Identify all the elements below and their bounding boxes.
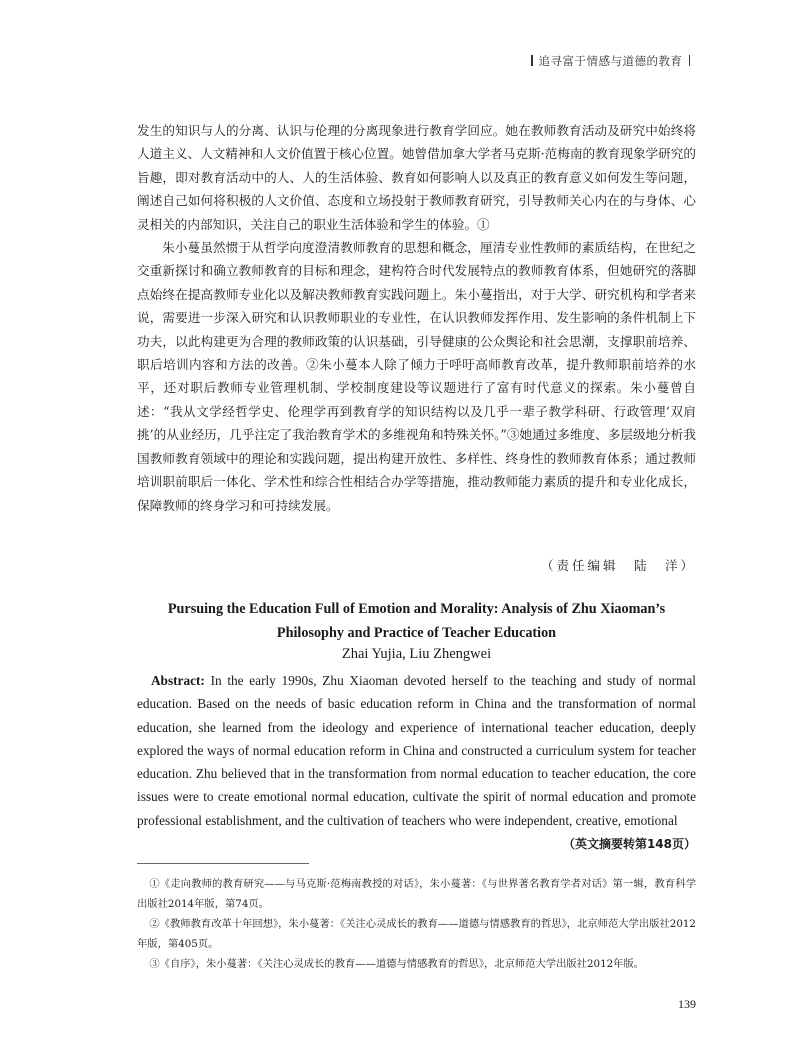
page-number: 139 <box>678 997 696 1011</box>
footnote: ③《自序》，朱小蔓著：《关注心灵成长的教育——道德与情感教育的哲思》，北京师范大学出版社2012年版。 <box>149 958 645 970</box>
continued-note: （英文摘要转第148页） <box>562 837 696 851</box>
body-text <box>137 119 696 517</box>
english-authors: Zhai Yujia, Liu Zhengwei <box>341 646 492 662</box>
footnote: ②《教师教育改革十年回想》，朱小蔓著：《关注心灵成长的教育——道德与情感教育的哲思》，北京师范大学出版社2012年版，第405页。 <box>137 918 696 950</box>
body-paragraph: 发生的知识与人的分离、认识与伦理的分离现象进行教育学回应。她在教师教育活动及研究中始终将人道主义、人文精神和人文价值置于核心位置。她曾借加拿大学者马克斯·范梅南的教育现象学研究的旨趣，即对教育活动中的人、人的生活体验、教育如何影响人以及真正的教育意义如何发生等问题，阐述自己如何将积极的人文价值、态度和立场投射于教师教育研究，引导教师关心内在的与身体、心灵相关的内部知识，关注自己的职业生活体验和学生的体验。① <box>137 123 696 232</box>
english-title: Pursuing the Education Full of Emotion and Morality: Analysis of Zhu Xiaoman’s Philosophy and Practice of Teacher Education <box>167 601 666 641</box>
abstract-label: Abstract: <box>150 673 205 688</box>
running-header <box>525 53 696 69</box>
abstract-paragraph <box>137 669 696 832</box>
footnote: ①《走向教师的教育研究——与马克斯·范梅南教授的对话》，朱小蔓著：《与世界著名教育学者对话》第一辑，教育科学出版社2014年版，第74页。 <box>137 878 696 910</box>
footnotes <box>137 875 696 976</box>
running-header-title: 追寻富于情感与道德的教育 <box>538 54 683 68</box>
footnote-divider <box>137 863 309 864</box>
body-paragraph: 朱小蔓虽然惯于从哲学向度澄清教师教育的思想和概念，厘清专业性教师的素质结构，在世纪之交重新探讨和确立教师教育的目标和理念，建构符合时代发展特点的教师教育体系，但她研究的落脚点始终在提高教师专业化以及解决教师教育实践问题上。朱小蔓指出，对于大学、研究机构和学者来说，需要进一步深入研究和认识教师职业的专业性，在认识教师发挥作用、发生影响的条件机制上下功夫，以此构建更为合理的教师政策的认识基础，引导健康的公众舆论和社会思潮，支撑职前培养、职后培训内容和方法的改善。②朱小蔓本人除了倾力于呼吁高师教育改革，提升教师职前培养的水平，还对职后教师专业管理机制、学校制度建设等议题进行了富有时代意义的探索。朱小蔓曾自述：“我从文学经哲学史、伦理学再到教育学的知识结构以及几乎一辈子教学科研、行政管理‘双肩挑’的从业经历，几乎注定了我治教育学术的多维视角和特殊关怀。”③她通过多维度、多层级地分析我国教师教育领域中的理论和实践问题，提出构建开放性、多样性、终身性的教师教育体系；通过教师培训职前职后一体化、学术性和综合性相结合办学等措施，推动教师能力素质的提升和专业化成长，保障教师的终身学习和可持续发展。 <box>137 240 696 513</box>
abstract-text: In the early 1990s, Zhu Xiaoman devoted herself to the teaching and study of normal education. Based on the needs of basic education reform in China and the transformation of normal education, she learned from the ideology and experience of international teacher education, deeply explored the ways of normal education reform in China and constructed a curriculum system for teacher education. Zhu believed that in the transformation from normal education to teacher education, the core issues were to create emotional normal education, cultivate the spirit of normal education and promote professional establishment, and the cultivation of teachers who were independent, creative, emotional <box>137 673 696 828</box>
header-bar-right <box>689 55 691 66</box>
header-bar-left <box>531 55 533 66</box>
editor-note: （责任编辑 陆 洋） <box>540 558 696 573</box>
english-abstract <box>137 669 696 832</box>
